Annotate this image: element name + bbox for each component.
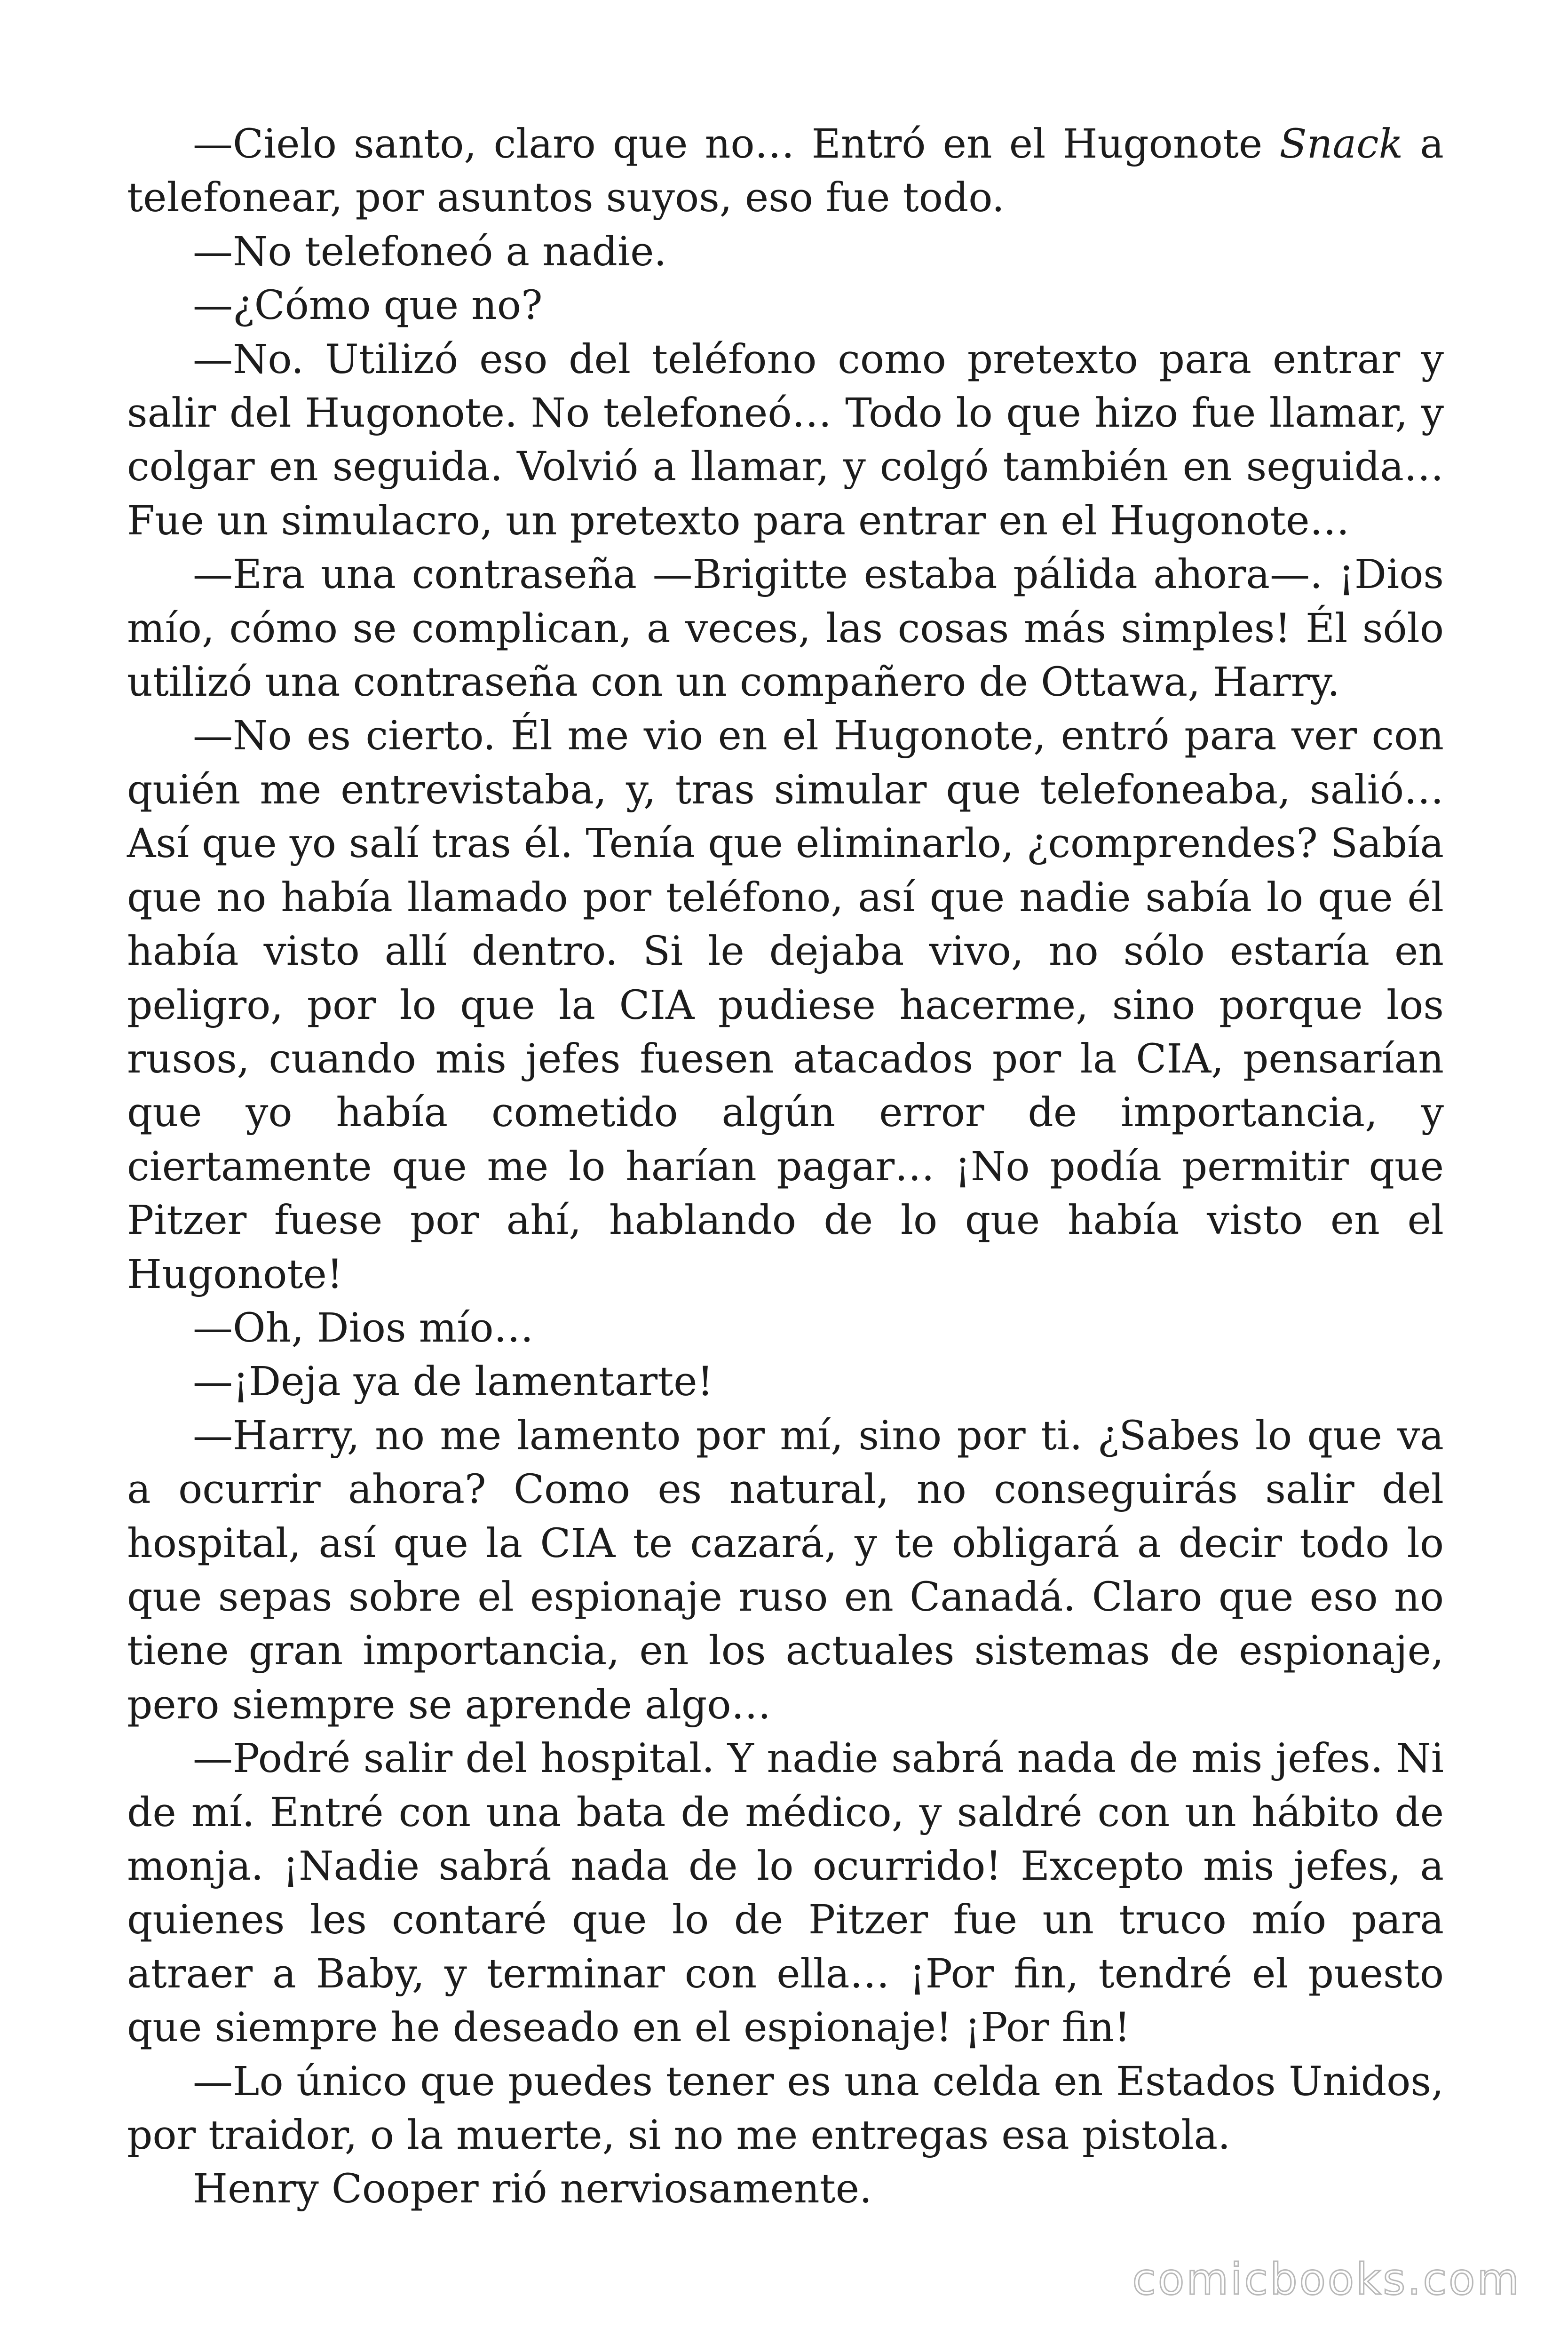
emphasis-text: Snack bbox=[1279, 121, 1403, 167]
page-text bbox=[127, 118, 1444, 2217]
paragraph-10: —Podré salir del hospital. Y nadie sabrá nada de mis jefes. Ni de mí. Entré con una bata de médico, y saldré con un hábito de monja. ¡Nadie sabrá nada de lo ocurrido! Excepto mis jefes, a quienes les contaré que lo de Pitzer fue un truco mío para atraer a Baby, y terminar con ella… ¡Por fin, tendré el puesto que siempre he deseado en el espionaje! ¡Por fin! bbox=[127, 1735, 1444, 2051]
paragraph-6: —No es cierto. Él me vio en el Hugonote, entró para ver con quién me entrevistaba, y, tras simular que telefoneaba, salió… Así que yo salí tras él. Tenía que eliminarlo, ¿comprendes? Sabía que no había llamado por teléfono, así que nadie sabía lo que él había visto allí dentro. Si le dejaba vivo, no sólo estaría en peligro, por lo que la CIA pudiese hacerme, sino porque los rusos, cuando mis jefes fuesen atacados por la CIA, pensarían que yo había cometido algún error de importancia, y ciertamente que me lo harían pagar… ¡No podía permitir que Pitzer fuese por ahí, hablando de lo que había visto en el Hugonote! bbox=[127, 713, 1444, 1298]
paragraph-11: —Lo único que puedes tener es una celda en Estados Unidos, por traidor, o la muerte, si no me entregas esa pistola. bbox=[127, 2058, 1444, 2159]
paragraph-9: —Harry, no me lamento por mí, sino por ti. ¿Sabes lo que va a ocurrir ahora? Como es natural, no conseguirás salir del hospital, así que la CIA te cazará, y te obligará a decir todo lo que sepas sobre el espionaje ruso en Canadá. Claro que eso no tiene gran importancia, en los actuales sistemas de espionaje, pero siempre se aprende algo… bbox=[127, 1412, 1444, 1728]
watermark: comicbooks.com bbox=[1132, 2254, 1521, 2304]
paragraph-1: —Cielo santo, claro que no… Entró en el Hugonote Snack a telefonear, por asuntos suyos, eso fue todo. bbox=[127, 121, 1444, 222]
paragraph-3: —¿Cómo que no? bbox=[193, 282, 543, 329]
paragraph-8: —¡Deja ya de lamentarte! bbox=[193, 1359, 713, 1406]
paragraph-4: —No. Utilizó eso del teléfono como pretexto para entrar y salir del Hugonote. No telefoneó… Todo lo que hizo fue llamar, y colgar en seguida. Volvió a llamar, y colgó también en seguida… Fue un simulacro, un pretexto para entrar en el Hugonote… bbox=[127, 336, 1444, 544]
paragraph-5: —Era una contraseña —Brigitte estaba pálida ahora—. ¡Dios mío, cómo se complican, a veces, las cosas más simples! Él sólo utilizó una contraseña con un compañero de Ottawa, Harry. bbox=[127, 551, 1444, 706]
paragraph-2: —No telefoneó a nadie. bbox=[193, 228, 667, 275]
paragraph-7: —Oh, Dios mío… bbox=[193, 1304, 534, 1351]
paragraph-12: Henry Cooper rió nerviosamente. bbox=[193, 2166, 872, 2213]
